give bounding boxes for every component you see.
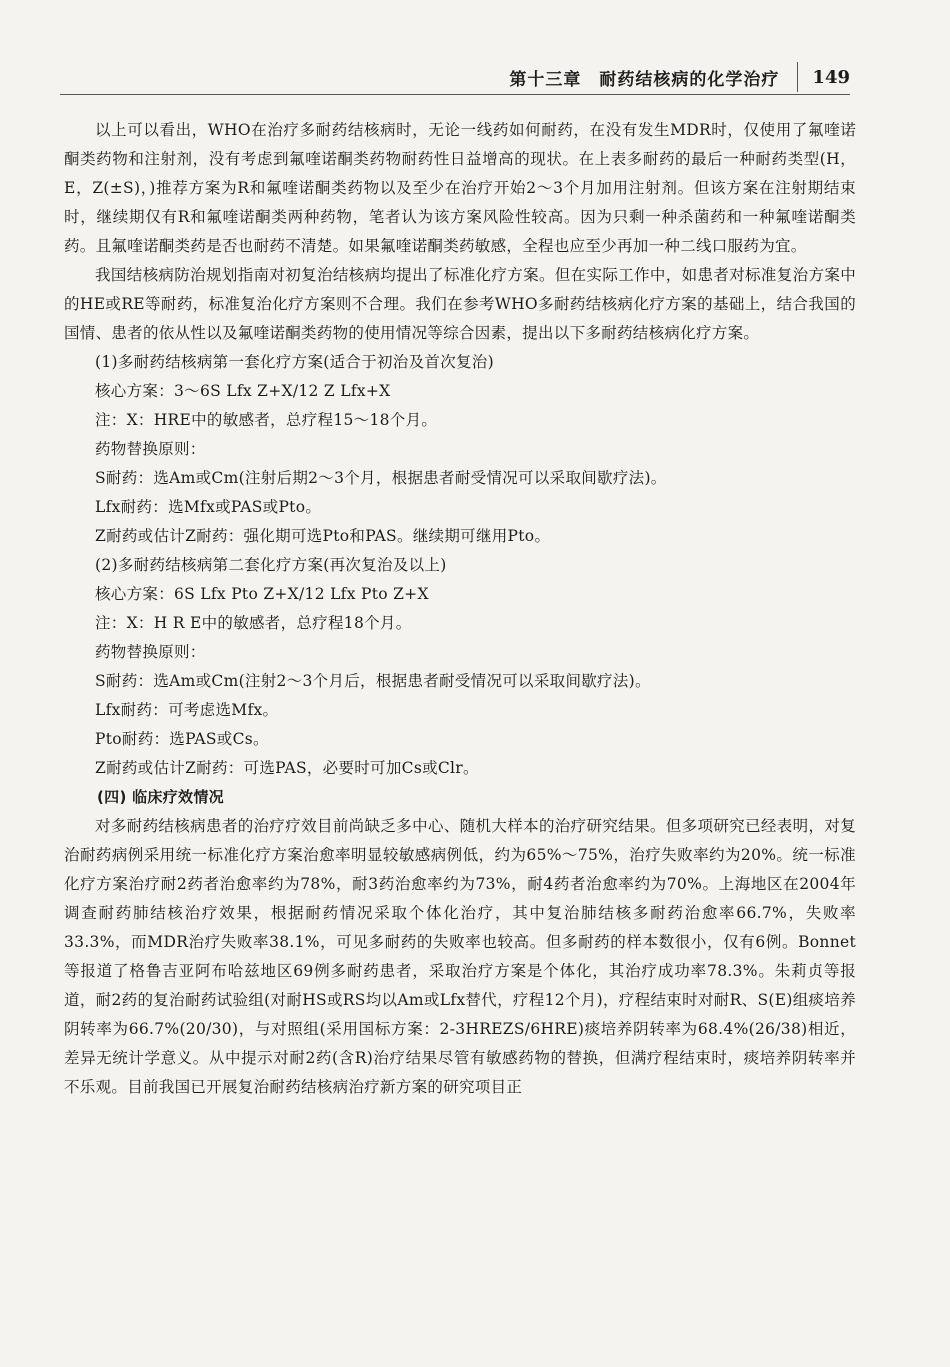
chapter-title: 第十三章 耐药结核病的化学治疗 (509, 69, 780, 90)
regimen-line: 注：X：H R E中的敏感者，总疗程18个月。 (95, 614, 412, 632)
regimen-line: (1)多耐药结核病第一套化疗方案(适合于初治及首次复治) (95, 353, 494, 371)
regimen-line: Lfx耐药：选Mfx或PAS或Pto。 (95, 498, 322, 516)
regimen-line: Pto耐药：选PAS或Cs。 (95, 730, 269, 748)
paragraph: 我国结核病防治规划指南对初复治结核病均提出了标准化疗方案。但在实际工作中，如患者对标准复治方案中的HE或RE等耐药，标准复治化疗方案则不合理。我们在参考WHO多耐药结核病化疗方案的基础上，结合我国的国情、患者的依从性以及氟喹诺酮类药物的使用情况等综合因素，提出以下多耐药结核病化疗方案。 (64, 266, 856, 342)
section-heading: (四) 临床疗效情况 (97, 788, 224, 806)
regimen-line: Z耐药或估计Z耐药：强化期可选Pto和PAS。继续期可继用Pto。 (95, 527, 551, 545)
regimen-line: (2)多耐药结核病第二套化疗方案(再次复治及以上) (95, 556, 447, 574)
regimen-line: 药物替换原则： (95, 440, 206, 458)
regimen-line: S耐药：选Am或Cm(注射后期2～3个月，根据患者耐受情况可以采取间歇疗法)。 (95, 469, 667, 487)
page-number: 149 (812, 66, 850, 88)
section-paragraph: 对多耐药结核病患者的治疗疗效目前尚缺乏多中心、随机大样本的治疗研究结果。但多项研究已经表明，对复治耐药病例采用统一标准化疗方案治愈率明显较敏感病例低，约为65%～75%，治疗失败率约为20%。统一标准化疗方案治疗耐2药者治愈率约为78%，耐3药治愈率约为73%，耐4药者治愈率约为70%。上海地区在2004年调查耐药肺结核治疗效果，根据耐药情况采取个体化治疗，其中复治肺结核多耐药治愈率66.7%，失败率33.3%，而MDR治疗失败率38.1%，可见多耐药的失败率也较高。但多耐药的样本数很小，仅有6例。Bonnet等报道了格鲁吉亚阿布哈兹地区69例多耐药患者，采取治疗方案是个体化，其治疗成功率78.3%。朱莉贞等报道，耐2药的复治耐药试验组(对耐HS或RS均以Am或Lfx替代，疗程12个月)，疗程结束时对耐R、S(E)组痰培养阴转率为66.7%(20/30)，与对照组(采用国标方案：2-3HREZS/6HRE)痰培养阴转率为68.4%(26/38)相近，差异无统计学意义。从中提示对耐2药(含R)治疗结果尽管有敏感药物的替换，但满疗程结束时，痰培养阴转率并不乐观。目前我国已开展复治耐药结核病治疗新方案的研究项目正 (64, 817, 856, 1096)
header-divider (797, 62, 798, 92)
regimen-line: S耐药：选Am或Cm(注射2～3个月后，根据患者耐受情况可以采取间歇疗法)。 (95, 672, 651, 690)
regimen-line: 注：X：HRE中的敏感者，总疗程15～18个月。 (95, 411, 438, 429)
regimen-line: 药物替换原则： (95, 643, 206, 661)
regimen-line: 核心方案：6S Lfx Pto Z+X/12 Lfx Pto Z+X (95, 585, 429, 603)
regimen-line: 核心方案：3～6S Lfx Z+X/12 Z Lfx+X (95, 382, 391, 400)
paragraph: 以上可以看出，WHO在治疗多耐药结核病时，无论一线药如何耐药，在没有发生MDR时，仅使用了氟喹诺酮类药物和注射剂，没有考虑到氟喹诺酮类药物耐药性日益增高的现状。在上表多耐药的最后一种耐药类型(H，E，Z(±S)，)推荐方案为R和氟喹诺酮类药物以及至少在治疗开始2～3个月加用注射剂。但该方案在注射期结束时，继续期仅有R和氟喹诺酮类两种药物，笔者认为该方案风险性较高。因为只剩一种杀菌药和一种氟喹诺酮类药。且氟喹诺酮类药是否也耐药不清楚。如果氟喹诺酮类药敏感，全程也应至少再加一种二线口服药为宜。 (64, 121, 856, 255)
running-header (60, 60, 850, 95)
regimen-line: Lfx耐药：可考虑选Mfx。 (95, 701, 279, 719)
regimen-line: Z耐药或估计Z耐药：可选PAS，必要时可加Cs或Clr。 (95, 759, 479, 777)
page-body (64, 116, 856, 1102)
